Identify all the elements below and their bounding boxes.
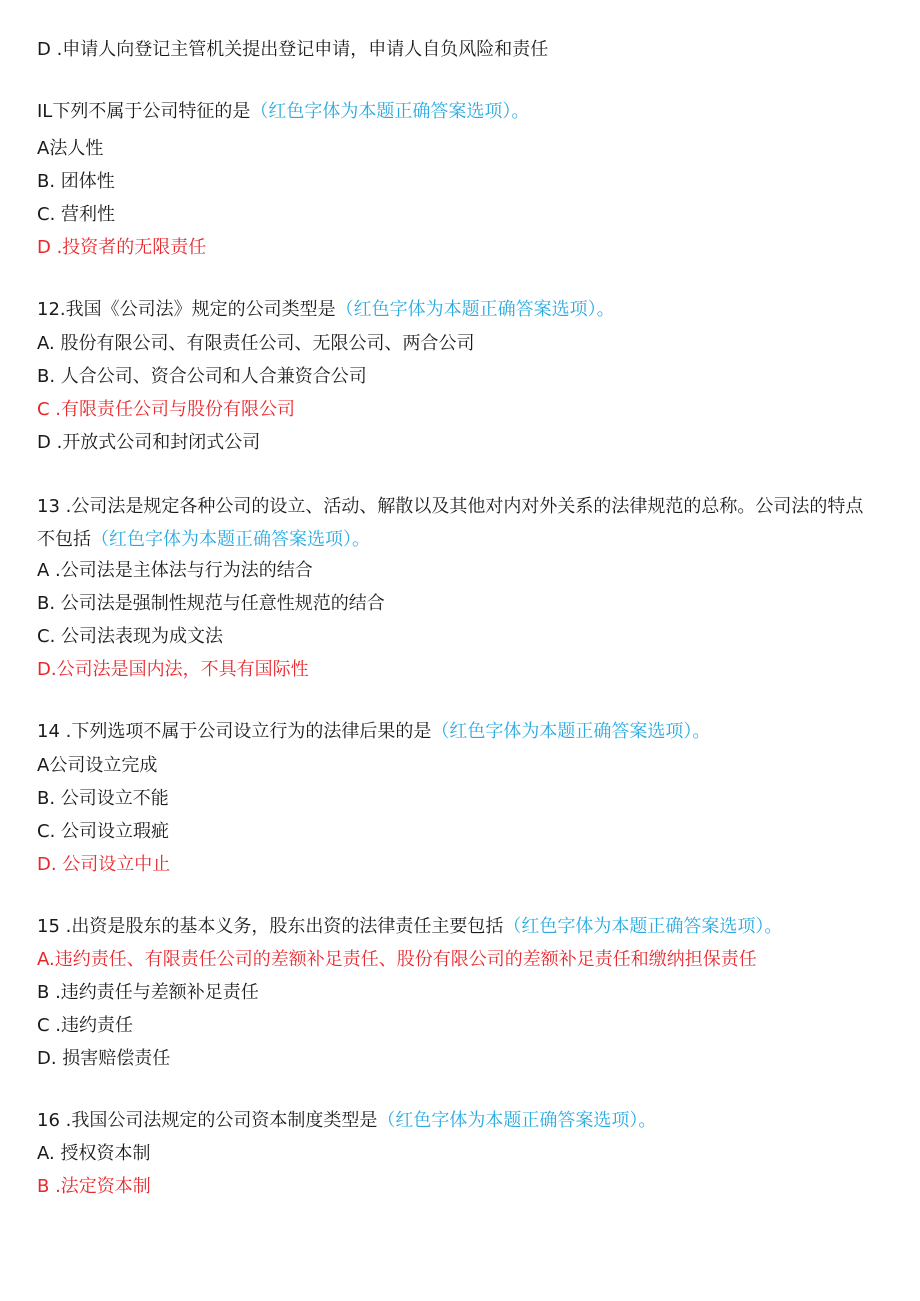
q11-option-b: B. 团体性 (37, 171, 115, 192)
q15-stem: 15 .出资是股东的基本义务，股东出资的法律责任主要包括（红色字体为本题正确答案选项）。 (37, 916, 783, 937)
q12-option-d: D .开放式公司和封闭式公司 (37, 432, 261, 453)
q13-option-c: C. 公司法表现为成文法 (37, 626, 224, 647)
q13-option-a: A .公司法是主体法与行为法的结合 (37, 560, 313, 581)
answer-hint: （红色字体为本题正确答案选项）。 (377, 1110, 657, 1131)
q14-option-a: A公司设立完成 (37, 755, 158, 776)
q13-option-d-correct: D.公司法是国内法，不具有国际性 (37, 659, 309, 680)
answer-hint: （红色字体为本题正确答案选项）。 (431, 721, 711, 742)
q12-option-b: B. 人合公司、资合公司和人合兼资合公司 (37, 366, 367, 387)
q14-stem: 14 .下列选项不属于公司设立行为的法律后果的是（红色字体为本题正确答案选项）。 (37, 721, 711, 742)
q15-option-d: D. 损害赔偿责任 (37, 1048, 171, 1069)
answer-hint: （红色字体为本题正确答案选项）。 (503, 916, 783, 937)
q15-option-c: C .违约责任 (37, 1015, 134, 1036)
q15-option-b: B .违约责任与差额补足责任 (37, 982, 259, 1003)
q14-option-b: B. 公司设立不能 (37, 788, 169, 809)
q14-option-c: C. 公司设立瑕疵 (37, 821, 170, 842)
q11-option-c: C. 营利性 (37, 204, 116, 225)
answer-hint: （红色字体为本题正确答案选项）。 (91, 529, 370, 550)
q13-stem: 13 .公司法是规定各种公司的设立、活动、解散以及其他对内对外关系的法律规范的总称。公司法的特点不包括（红色字体为本题正确答案选项）。 (37, 496, 864, 550)
q15-option-a-correct: A.违约责任、有限责任公司的差额补足责任、股份有限公司的差额补足责任和缴纳担保责任 (37, 949, 757, 970)
q16-option-a: A. 授权资本制 (37, 1143, 151, 1164)
q11-option-a: A法人性 (37, 138, 104, 159)
q10-option-d: D .申请人向登记主管机关提出登记申请，申请人自负风险和责任 (37, 39, 549, 60)
q16-option-b-correct: B .法定资本制 (37, 1176, 151, 1197)
q11-option-d-correct: D .投资者的无限责任 (37, 237, 207, 258)
answer-hint: （红色字体为本题正确答案选项）。 (250, 101, 530, 122)
q11-stem: IL下列不属于公司特征的是（红色字体为本题正确答案选项）。 (37, 101, 530, 122)
answer-hint: （红色字体为本题正确答案选项）。 (335, 299, 615, 320)
q13-option-b: B. 公司法是强制性规范与任意性规范的结合 (37, 593, 385, 614)
q14-option-d-correct: D. 公司设立中止 (37, 854, 171, 875)
q12-stem: 12.我国《公司法》规定的公司类型是（红色字体为本题正确答案选项）。 (37, 299, 615, 320)
q12-option-c-correct: C .有限责任公司与股份有限公司 (37, 399, 296, 420)
q16-stem: 16 .我国公司法规定的公司资本制度类型是（红色字体为本题正确答案选项）。 (37, 1110, 657, 1131)
q12-option-a: A. 股份有限公司、有限责任公司、无限公司、两合公司 (37, 333, 475, 354)
